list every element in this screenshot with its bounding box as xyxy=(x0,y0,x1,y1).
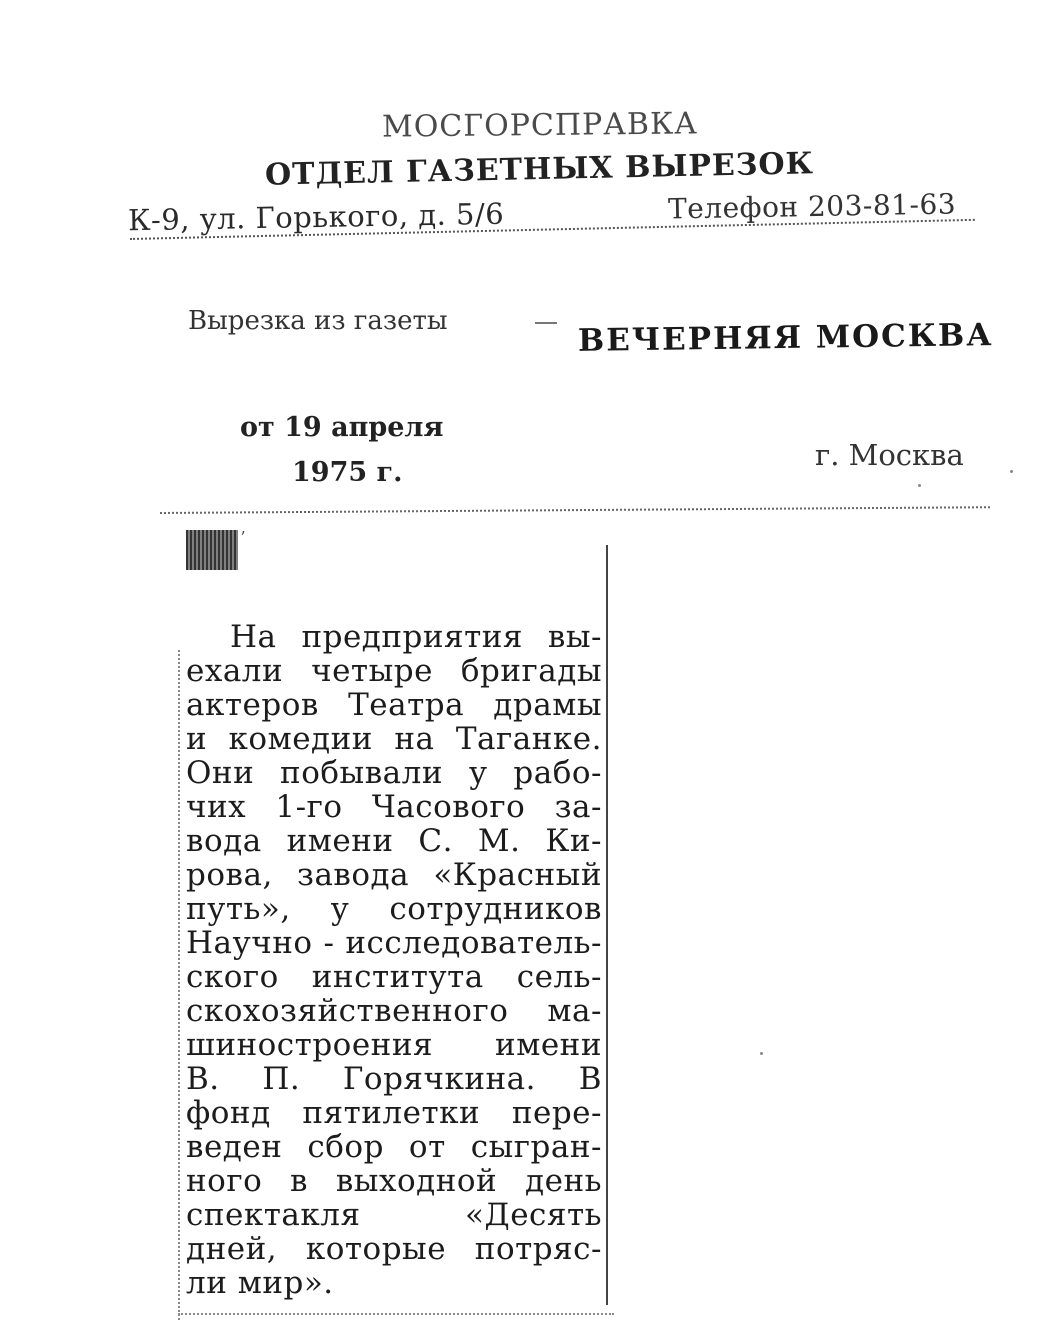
article-line: спектакля «Десять xyxy=(186,1197,602,1233)
article-line: скохозяйственного ма- xyxy=(186,993,602,1029)
article-line: ного в выходной день xyxy=(186,1163,602,1199)
column-left-edge xyxy=(178,650,180,1320)
clipping-year: 1975 г. xyxy=(292,457,403,488)
article-line: и комедии на Таганке. xyxy=(186,721,602,757)
clipping-city: г. Москва xyxy=(815,438,964,472)
article-line: дней, которые потряс- xyxy=(186,1231,602,1267)
newspaper-name: ВЕЧЕРНЯЯ МОСКВА xyxy=(577,317,994,359)
label-dash xyxy=(535,322,557,324)
department-title: ОТДЕЛ ГАЗЕТНЫХ ВЫРЕЗОК xyxy=(264,146,815,193)
article-line: актеров Театра драмы xyxy=(186,687,602,723)
article-column xyxy=(186,620,602,1300)
article-line: путь», у сотрудников xyxy=(186,891,602,927)
stamp-tick: ʼ xyxy=(240,528,246,547)
article-line: шиностроения имени xyxy=(186,1027,602,1063)
article-line: Научно - исследователь- xyxy=(186,925,602,961)
column-bottom-edge xyxy=(178,1313,614,1315)
phone-number: Телефон 203-81-63 xyxy=(667,187,957,226)
article-line: ского института сель- xyxy=(186,959,602,995)
paper-speck xyxy=(760,1052,763,1055)
article-line: Они побывали у рабо- xyxy=(186,755,602,791)
address: К-9, ул. Горького, д. 5/6 xyxy=(127,196,505,238)
article-line: вода имени С. М. Ки- xyxy=(186,823,602,859)
paper-speck xyxy=(1010,470,1013,473)
article-line: рова, завода «Красный xyxy=(186,857,602,893)
column-right-edge xyxy=(606,545,608,1305)
clipping-date: от 19 апреля xyxy=(240,412,444,443)
article-line: ехали четыре бригады xyxy=(186,653,602,689)
clipping-label: Вырезка из газеты xyxy=(188,306,448,336)
article-line: фонд пятилетки пере- xyxy=(186,1095,602,1131)
agency-name: МОСГОРСПРАВКА xyxy=(381,106,699,145)
article-line: На предприятия вы- xyxy=(230,619,602,655)
paper-speck xyxy=(918,484,921,487)
article-line: веден сбор от сыгран- xyxy=(186,1129,602,1165)
article-line: чих 1-го Часового за- xyxy=(186,789,602,825)
article-line: ли мир». xyxy=(186,1265,334,1301)
article-line: В. П. Горячкина. В xyxy=(186,1061,602,1097)
ink-stamp-icon xyxy=(186,530,238,570)
clipping-divider xyxy=(160,506,990,514)
